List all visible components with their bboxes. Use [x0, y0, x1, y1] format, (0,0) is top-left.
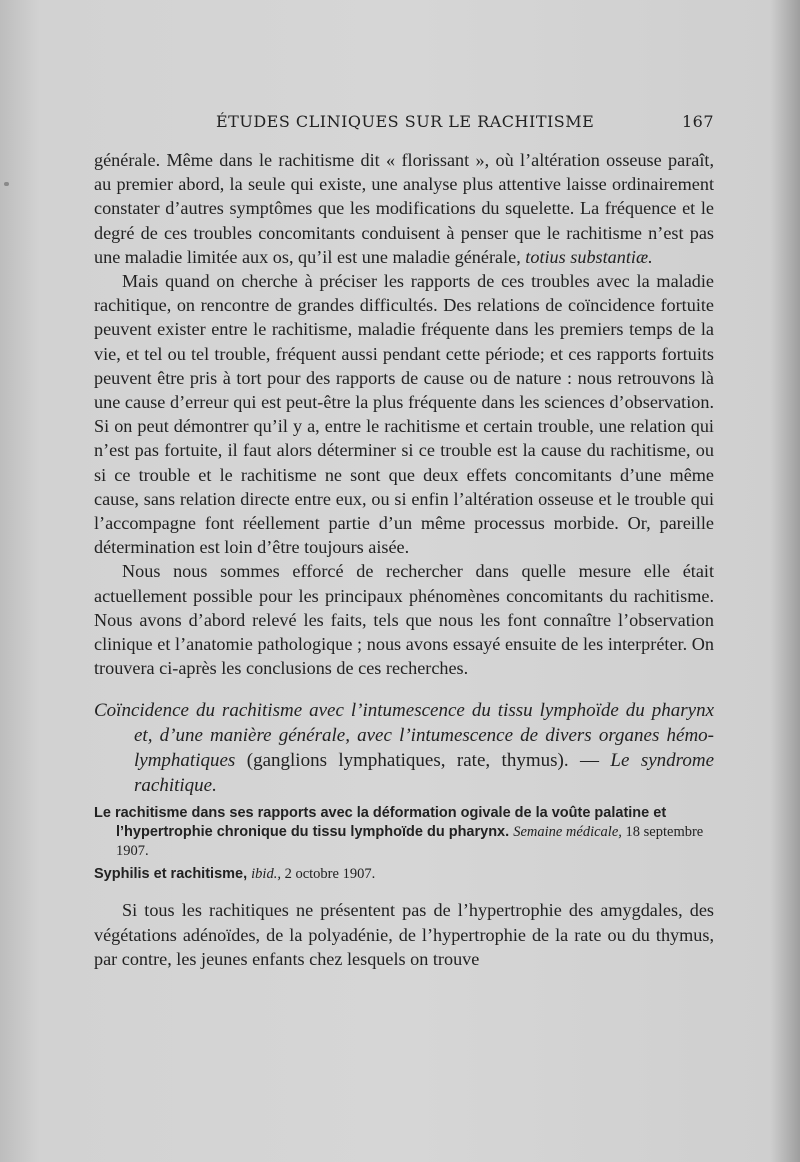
reference-1: [94, 804, 714, 861]
paragraph-2: Mais quand on cherche à préciser les rapports de ces troubles avec la maladie rachitique, on rencontre de grandes difficultés. Des relations de coïncidence fortuite peuvent exister entre le rachitisme, maladie fréquente dans les premiers temps de la vie, et tel ou tel trouble, fréquent aussi pendant cette période; et ces rapports fortuits peuvent être pris à tort pour des rapports de cause ou de nature : nous retrouvons là une cause d’erreur qui est peut-être la plus fréquente dans les sciences d’observation. Si on peut démontrer qu’il y a, entre le rachitisme et certain trouble, une relation qui n’est pas fortuite, il faut alors déterminer si ce trouble est la cause du rachitisme, ou si ce trouble et le rachitisme ne sont que deux effets concomitants d’une même cause, sans relation directe entre eux, ou si enfin l’altération osseuse et le trouble qui l’accompagne font réellement partie d’un même processus morbide. Or, pareille détermination est loin d’être toujours aisée.: [94, 271, 714, 558]
section-heading-roman: (ganglions lymphatiques, rate, thymus). —: [246, 750, 599, 772]
section-heading-italic-1: Coïncidence du rachitisme avec l’intumescence du tissu lymphoïde du pharynx et, d’une manière générale, avec l’intumescence de divers organes hémo-lymphatiques: [94, 700, 714, 772]
page-body: [94, 148, 714, 971]
section-heading-italic-2: Le syndrome rachitique.: [134, 750, 715, 797]
paragraph-1-text: générale. Même dans le rachitisme dit « florissant », où l’altération osseuse paraît, au premier abord, la seule qui existe, une analyse plus attentive laisse ordinairement constater d’autres symptômes que les modifications du squelette. La fréquence et le degré de ces troubles concomitants conduisent à penser que le rachitisme n’est pas une maladie limitée aux os, qu’il est une maladie générale,: [94, 150, 714, 267]
reference-2-source: [251, 866, 375, 882]
margin-mark: [4, 182, 9, 186]
section-heading: [94, 698, 714, 798]
reference-1-title: Le rachitisme dans ses rapports avec la déformation ogivale de la voûte palatine et l’hypertrophie chronique du tissu lymphoïde du pharynx.: [94, 805, 667, 841]
reference-2-date: 2 octobre 1907.: [284, 866, 376, 883]
running-title: ÉTUDES CLINIQUES SUR LE RACHITISME: [216, 112, 595, 131]
paragraph-3: Nous nous sommes efforcé de rechercher dans quelle mesure elle était actuellement possible pour les principaux phénomènes concomitants du rachitisme. Nous avons d’abord relevé les faits, tels que nous les font connaître l’observation clinique et l’anatomie pathologique ; nous avons essayé ensuite de les interpréter. On trouvera ci-après les conclusions de ces recherches.: [94, 561, 714, 679]
page-number: 167: [681, 112, 714, 131]
paragraph-1-italic: totius substantiæ.: [525, 246, 653, 267]
reference-2-ibid: ibid.,: [251, 866, 281, 883]
reference-2-title: Syphilis et rachitisme,: [94, 866, 248, 883]
reference-2: [94, 865, 714, 884]
paragraph-1: [94, 148, 714, 269]
paragraph-final: Si tous les rachitiques ne présentent pas de l’hypertrophie des amygdales, des végétations adénoïdes, de la polyadénie, de l’hypertrophie de la rate ou du thymus, par contre, les jeunes enfants chez lesquels on trouve: [94, 900, 714, 969]
reference-1-date: 18 septembre 1907.: [116, 824, 704, 860]
reference-1-journal: Semaine médicale,: [513, 824, 622, 841]
